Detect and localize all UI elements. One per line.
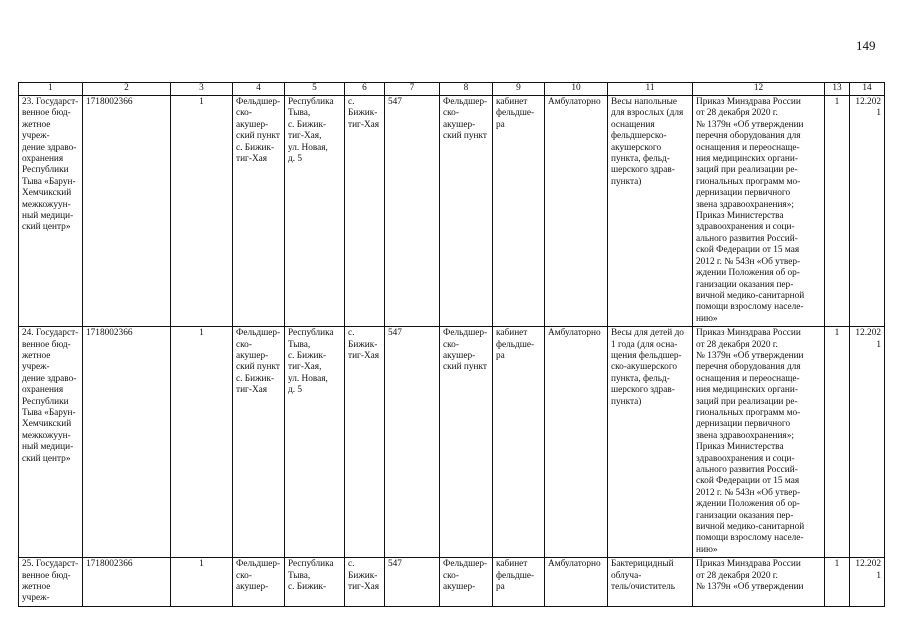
facility-type-cell: Фельдшер- ско- акушер- (440, 558, 493, 607)
quantity-cell: 1 (825, 96, 850, 327)
page-number: 149 (856, 38, 876, 53)
care-cell: Амбулаторно (545, 327, 608, 558)
table-row (19, 558, 885, 607)
organization-cell: 23. Государст- венное бюд- жетное учреж- дение здраво- охранения Республики Тыва «Барун- Хемчикский межкожуун- ный медици- ский центр» (19, 96, 83, 327)
organization-cell: 24. Государст- венное бюд- жетное учреж- дение здраво- охранения Республики Тыва «Барун- Хемчикский межкожуун- ный медици- ский центр» (19, 327, 83, 558)
code-cell: 547 (385, 327, 440, 558)
quantity-cell: 1 (825, 327, 850, 558)
equipment-cell: Весы для детей до 1 года (для осна- щения фельдшер- ско-акушерского пункта, фельд- шерского здрав- пункта) (608, 327, 693, 558)
room-cell: кабинет фельдше- ра (493, 96, 545, 327)
table-row (19, 327, 885, 558)
column-header: 3 (171, 83, 233, 96)
inn-cell: 1718002366 (83, 558, 171, 607)
column-header: 4 (233, 83, 285, 96)
quantity-cell: 1 (825, 558, 850, 607)
date-cell: 12.2021 (850, 96, 885, 327)
address-cell: Республика Тыва, с. Бижик- (285, 558, 345, 607)
count-cell: 1 (171, 558, 233, 607)
column-header: 9 (493, 83, 545, 96)
column-header: 13 (825, 83, 850, 96)
column-header: 14 (850, 83, 885, 96)
code-cell: 547 (385, 96, 440, 327)
equipment-cell: Бактерицидный облуча- тель/очиститель (608, 558, 693, 607)
column-header: 12 (693, 83, 825, 96)
column-header: 1 (19, 83, 83, 96)
address-cell: Республика Тыва, с. Бижик- тиг-Хая, ул. Новая, д. 5 (285, 96, 345, 327)
locality-cell: с. Бижик- тиг-Хая (345, 96, 385, 327)
count-cell: 1 (171, 96, 233, 327)
basis-cell: Приказ Минздрава России от 28 декабря 2020 г. № 1379н «Об утверждении перечня оборудования для оснащения и переоснаще- ния медицинских органи- заций при реализации ре- гиональных программ мо- дернизации первичного звена здравоохранения»; Приказ Министерства здравоохранения и соци- ального развития Россий- ской Федерации от 15 мая 2012 г. № 543н «Об утвер- ждении Положения об ор- ганизации оказания пер- вичной медико-санитарной помощи взрослому населе- нию» (693, 327, 825, 558)
address-cell: Республика Тыва, с. Бижик- тиг-Хая, ул. Новая, д. 5 (285, 327, 345, 558)
column-header: 7 (385, 83, 440, 96)
table-row (19, 96, 885, 327)
column-header: 10 (545, 83, 608, 96)
basis-cell: Приказ Минздрава России от 28 декабря 2020 г. № 1379н «Об утверждении перечня оборудования для оснащения и переоснаще- ния медицинских органи- заций при реализации ре- гиональных программ мо- дернизации первичного звена здравоохранения»; Приказ Министерства здравоохранения и соци- ального развития Россий- ской Федерации от 15 мая 2012 г. № 543н «Об утвер- ждении Положения об ор- ганизации оказания пер- вичной медико-санитарной помощи взрослому населе- нию» (693, 96, 825, 327)
code-cell: 547 (385, 558, 440, 607)
care-cell: Амбулаторно (545, 96, 608, 327)
inn-cell: 1718002366 (83, 327, 171, 558)
column-header: 5 (285, 83, 345, 96)
unit-cell: Фельдшер- ско- акушер- (233, 558, 285, 607)
basis-cell: Приказ Минздрава России от 28 декабря 2020 г. № 1379н «Об утверждении (693, 558, 825, 607)
registry-table (18, 82, 885, 607)
inn-cell: 1718002366 (83, 96, 171, 327)
column-header: 11 (608, 83, 693, 96)
date-cell: 12.2021 (850, 558, 885, 607)
facility-type-cell: Фельдшер- ско- акушер- ский пункт (440, 327, 493, 558)
locality-cell: с. Бижик- тиг-Хая (345, 558, 385, 607)
locality-cell: с. Бижик- тиг-Хая (345, 327, 385, 558)
organization-cell: 25. Государст- венное бюд- жетное учреж- (19, 558, 83, 607)
room-cell: кабинет фельдше- ра (493, 327, 545, 558)
unit-cell: Фельдшер- ско- акушер- ский пункт с. Бижик- тиг-Хая (233, 327, 285, 558)
unit-cell: Фельдшер- ско- акушер- ский пункт с. Бижик- тиг-Хая (233, 96, 285, 327)
room-cell: кабинет фельдше- ра (493, 558, 545, 607)
date-cell: 12.2021 (850, 327, 885, 558)
equipment-cell: Весы напольные для взрослых (для оснащения фельдшерско- акушерского пункта, фельд- шерского здрав- пункта) (608, 96, 693, 327)
column-header: 6 (345, 83, 385, 96)
care-cell: Амбулаторно (545, 558, 608, 607)
column-number-row (19, 83, 885, 96)
column-header: 8 (440, 83, 493, 96)
count-cell: 1 (171, 327, 233, 558)
column-header: 2 (83, 83, 171, 96)
facility-type-cell: Фельдшер- ско- акушер- ский пункт (440, 96, 493, 327)
